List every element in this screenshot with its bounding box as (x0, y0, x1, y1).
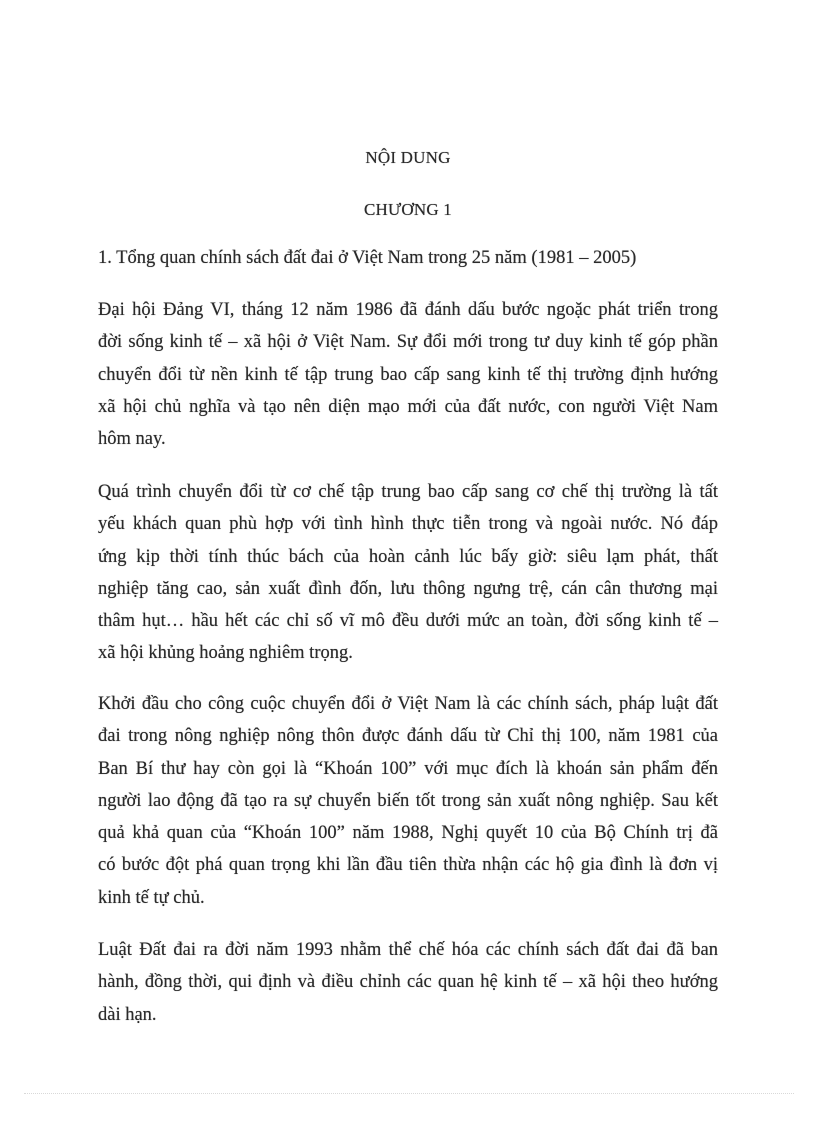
paragraph-line: ứng kịp thời tính thúc bách của hoàn cảnh lúc bấy giờ: siêu lạm phát, thất (98, 546, 718, 567)
paragraph-line: chuyển đổi từ nền kinh tế tập trung bao cấp sang kinh tế thị trường định hướng (98, 364, 718, 385)
paragraph-line: nghiệp tăng cao, sản xuất đình đốn, lưu thông ngưng trệ, cán cân thương mại (98, 578, 718, 599)
paragraph-2 (98, 476, 718, 670)
paragraph-line: Luật Đất đai ra đời năm 1993 nhằm thể chế hóa các chính sách đất đai đã ban (98, 940, 718, 960)
chapter-heading: CHƯƠNG 1 (364, 200, 452, 219)
page-heading: NỘI DUNG (365, 148, 451, 167)
paragraph-line: Quá trình chuyển đổi từ cơ chế tập trung bao cấp sang cơ chế thị trường là tất (98, 482, 718, 502)
paragraph-line: hành, đồng thời, qui định và điều chỉnh các quan hệ kinh tế – xã hội theo hướng (98, 972, 718, 993)
section-title: 1. Tổng quan chính sách đất đai ở Việt Nam trong 25 năm (1981 – 2005) (98, 248, 637, 268)
paragraph-3 (98, 688, 718, 914)
paragraph-line: dài hạn. (98, 1004, 157, 1025)
paragraph-line: thâm hụt… hầu hết các chỉ số vĩ mô đều dưới mức an toàn, đời sống kinh tế – (98, 611, 718, 632)
paragraph-line: Ban Bí thư hay còn gọi là “Khoán 100” với mục đích là khoán sản phẩm đến (98, 758, 718, 779)
paragraph-line: đai trong nông nghiệp nông thôn được đánh dấu từ Chỉ thị 100, năm 1981 của (98, 726, 718, 747)
paragraph-line: yếu khách quan phù hợp với tình hình thực tiễn trong và ngoài nước. Nó đáp (98, 514, 718, 535)
paragraph-line: hôm nay. (98, 429, 166, 450)
paragraph-line: có bước đột phá quan trọng khi lần đầu tiên thừa nhận các hộ gia đình là đơn vị (98, 855, 718, 876)
paragraph-line: quả khả quan của “Khoán 100” năm 1988, Nghị quyết 10 của Bộ Chính trị đã (98, 823, 718, 844)
paragraph-line: kinh tế tự chủ. (98, 887, 205, 908)
paragraph-line: xã hội chủ nghĩa và tạo nên diện mạo mới của đất nước, con người Việt Nam (98, 396, 718, 417)
paragraph-1 (98, 294, 718, 455)
paragraph-line: người lao động đã tạo ra sự chuyển biến tốt trong sản xuất nông nghiệp. Sau kết (98, 790, 718, 811)
page-bottom-divider (24, 1093, 794, 1094)
paragraph-line: xã hội khủng hoảng nghiêm trọng. (98, 643, 353, 664)
paragraph-line: Khởi đầu cho công cuộc chuyển đổi ở Việt Nam là các chính sách, pháp luật đất (98, 694, 718, 714)
paragraph-line: đời sống kinh tế – xã hội ở Việt Nam. Sự đổi mới trong tư duy kinh tế góp phần (98, 332, 718, 353)
paragraph-4 (98, 934, 718, 1031)
paragraph-line: Đại hội Đảng VI, tháng 12 năm 1986 đã đánh dấu bước ngoặc phát triển trong (98, 300, 718, 320)
